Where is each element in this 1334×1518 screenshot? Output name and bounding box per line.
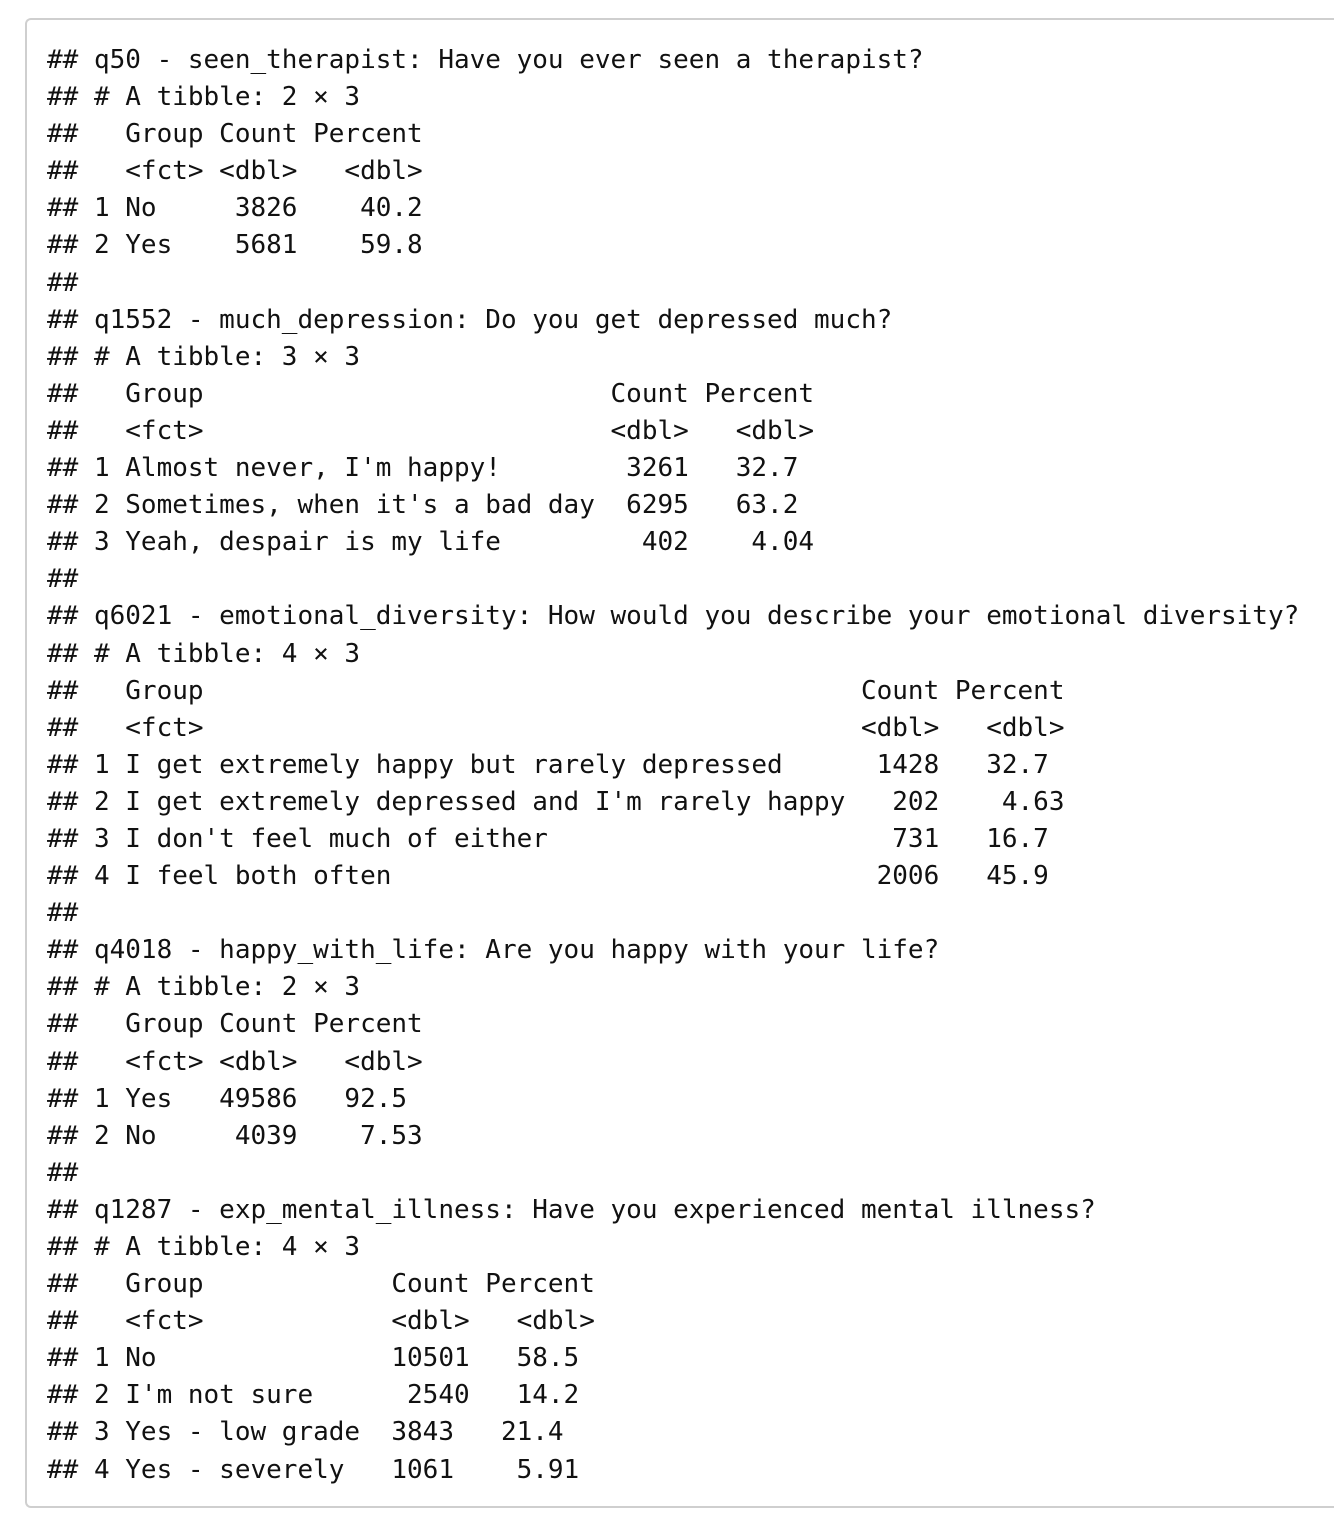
output-line: ## 2 No 4039 7.53 [47, 1120, 423, 1151]
output-line: ## 1 No 10501 58.5 [47, 1343, 580, 1374]
output-line: ## <fct> <dbl> <dbl> [47, 415, 815, 446]
output-line: ## 1 Almost never, I'm happy! 3261 32.7 [47, 453, 799, 484]
output-line: ## 3 Yes - low grade 3843 21.4 [47, 1417, 564, 1448]
output-line: ## 4 I feel both often 2006 45.9 [47, 861, 1049, 892]
output-line: ## [47, 1157, 79, 1188]
output-line: ## 1 Yes 49586 92.5 [47, 1083, 408, 1114]
output-line: ## <fct> <dbl> <dbl> [47, 1306, 595, 1337]
output-line: ## [47, 564, 79, 595]
output-line: ## <fct> <dbl> <dbl> [47, 156, 423, 187]
output-line: ## 4 Yes - severely 1061 5.91 [47, 1454, 580, 1485]
output-line: ## 2 Yes 5681 59.8 [47, 230, 423, 261]
output-line: ## # A tibble: 2 × 3 [47, 82, 361, 113]
output-line: ## # A tibble: 4 × 3 [47, 1232, 361, 1262]
output-line: ## q1287 - exp_mental_illness: Have you experienced mental illness? [47, 1194, 1096, 1225]
output-line: ## <fct> <dbl> <dbl> [47, 1046, 423, 1077]
output-line: ## q6021 - emotional_diversity: How would you describe your emotional diversity? [47, 601, 1300, 632]
output-line: ## # A tibble: 4 × 3 [47, 638, 361, 669]
output-line: ## 1 I get extremely happy but rarely depressed 1428 32.7 [47, 749, 1049, 780]
output-line: ## Group Count Percent [47, 119, 423, 150]
output-line: ## Group Count Percent [47, 378, 815, 409]
output-line: ## 2 I get extremely depressed and I'm rarely happy 202 4.63 [47, 786, 1065, 817]
output-line: ## 2 I'm not sure 2540 14.2 [47, 1380, 580, 1411]
output-line: ## Group Count Percent [47, 1269, 595, 1300]
output-line: ## q4018 - happy_with_life: Are you happy with your life? [47, 935, 940, 966]
output-line: ## 3 I don't feel much of either 731 16.7 [47, 823, 1049, 854]
output-line: ## <fct> <dbl> <dbl> [47, 712, 1065, 743]
output-line: ## 1 No 3826 40.2 [47, 193, 423, 224]
output-line: ## 3 Yeah, despair is my life 402 4.04 [47, 527, 815, 558]
output-line: ## # A tibble: 3 × 3 [47, 341, 361, 372]
output-line: ## Group Count Percent [47, 1009, 423, 1040]
output-line: ## [47, 267, 79, 298]
output-line: ## 2 Sometimes, when it's a bad day 6295 63.2 [47, 490, 799, 521]
output-line: ## # A tibble: 2 × 3 [47, 972, 361, 1003]
r-console-output [25, 18, 1334, 1508]
console-text [47, 42, 1299, 1489]
output-line: ## [47, 898, 79, 929]
output-line: ## q1552 - much_depression: Do you get depressed much? [47, 304, 893, 335]
output-line: ## q50 - seen_therapist: Have you ever seen a therapist? [47, 45, 924, 75]
output-line: ## Group Count Percent [47, 675, 1065, 706]
